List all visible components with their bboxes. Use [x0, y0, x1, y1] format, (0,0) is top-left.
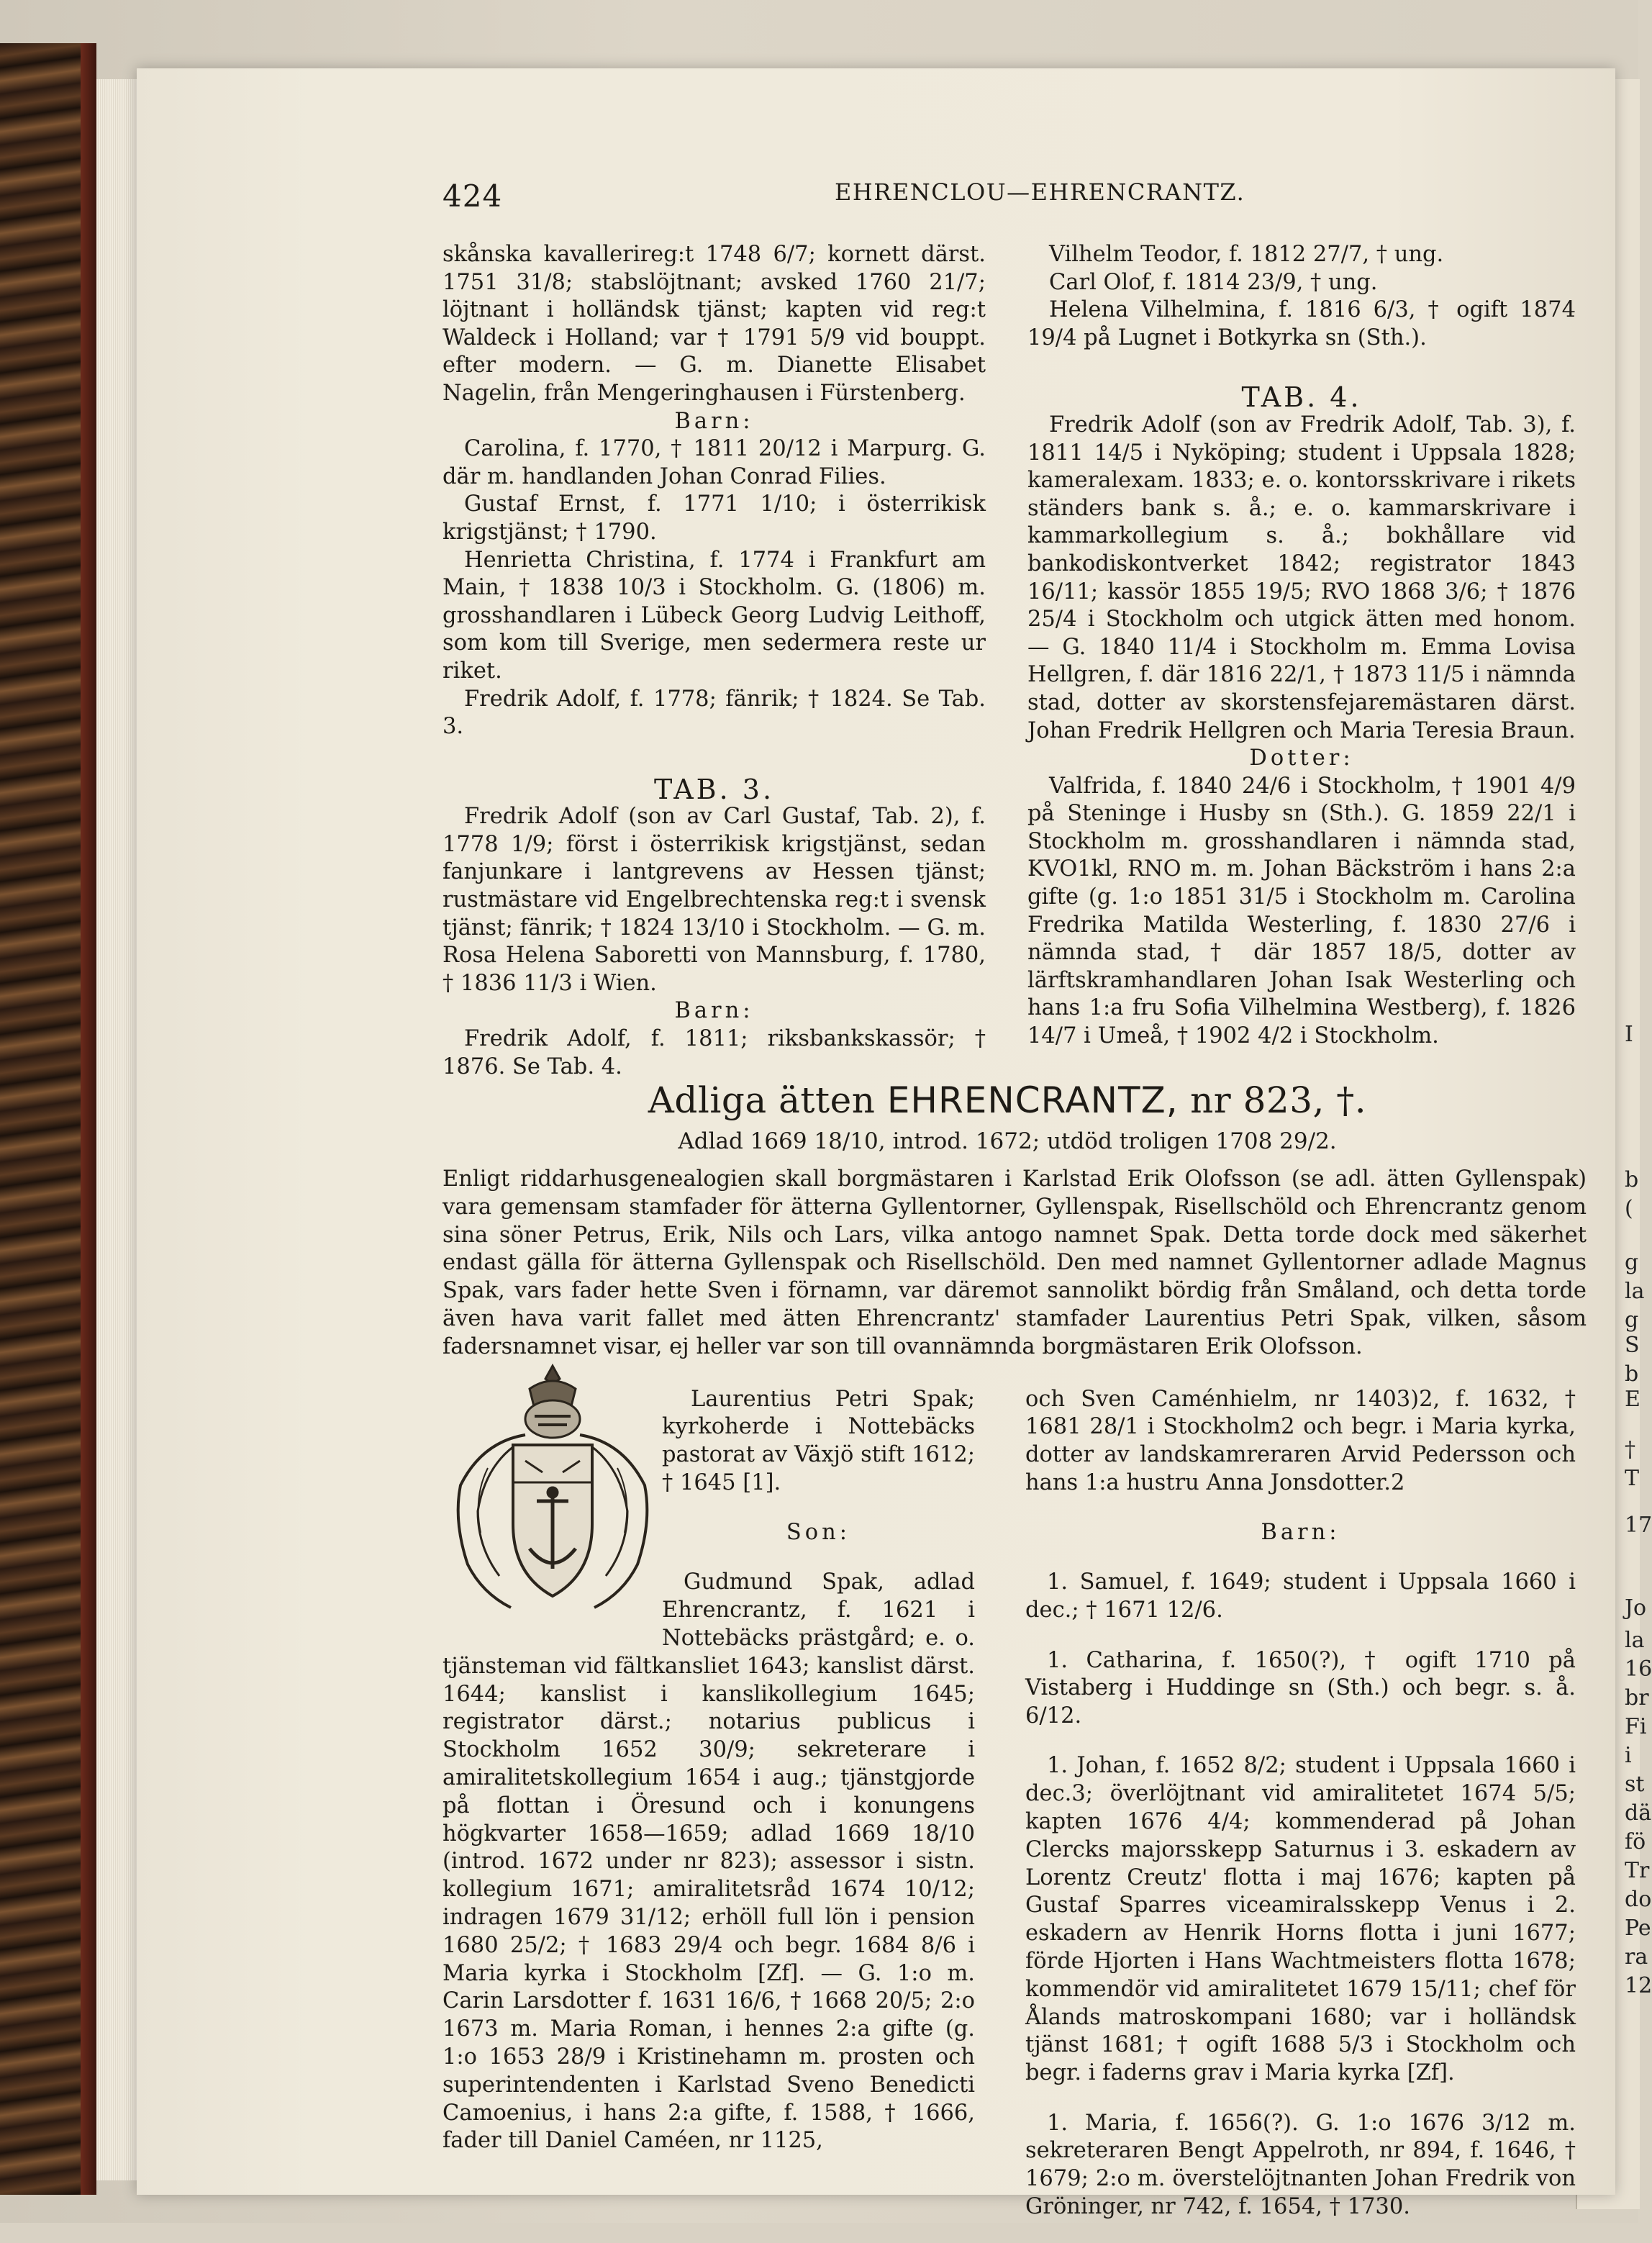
facing-page-fragment: †: [1625, 1437, 1635, 1462]
title-suffix: nr 823, †.: [1190, 1079, 1367, 1121]
child-entry: Vilhelm Teodor, f. 1812 27/7, † ung.: [1049, 242, 1444, 267]
person-entry: Fredrik Adolf (son av Carl Gustaf, Tab. 2), f. 1778 1/9; först i österrikisk krigstjänst, sedan fanjunkare i lantgrevens av Hessen tjänst; rustmästare vid Engelbrechtenska reg:t i svensk tjänst; fänrik; † 1824 13/10 i Stockholm. — G. m. Rosa Helena Saboretti von Mannsburg, f. 1780, † 1836 11/3 i Wien.: [442, 804, 986, 996]
person-entry: Laurentius Petri Spak; kyrkoherde i Nottebäcks pastorat av Växjö stift 1612; † 1645 [1].: [662, 1386, 975, 1495]
child-entry: Fredrik Adolf, f. 1811; riksbankskassör; † 1876. Se Tab. 4.: [442, 1026, 986, 1079]
right-column-top: [1027, 241, 1576, 1051]
child-entry: Helena Vilhelmina, f. 1816 6/3, † ogift 1874 19/4 på Lugnet i Botkyrka sn (Sth.).: [1027, 297, 1576, 350]
family-subtitle: Adlad 1669 18/10, introd. 1672; utdöd troligen 1708 29/2.: [678, 1128, 1337, 1154]
left-column-bottom: [442, 1364, 975, 2178]
child-entry: 1. Samuel, f. 1649; student i Uppsala 1660 i dec.; † 1671 12/6.: [1025, 1569, 1576, 1623]
facing-page-fragment: g: [1625, 1250, 1639, 1275]
left-column-top: [442, 241, 986, 1081]
person-entry: Fredrik Adolf (son av Fredrik Adolf, Tab. 3), f. 1811 14/5 i Nyköping; student i Uppsala 1828; kameralexam. 1833; e. o. kontorsskrivare i rikets ständers bank s. å.; e. o. kammarskrivare i kammarkollegium s. å.; bokhållare vid bankodiskontverket 1842; registrator 1843 16/11; kassör 1855 19/5; RVO 1868 3/6; † 1876 25/4 i Stockholm och utgick ätten med honom. — G. 1840 11/4 i Stockholm m. Emma Lovisa Hellgren, f. där 1816 22/1, † 1873 11/5 i nämnda stad, dotter av skorstensfejaremästaren därst. Johan Fredrik Hellgren och Maria Teresia Braun.: [1027, 412, 1576, 743]
page-edges: [96, 79, 140, 2180]
paragraph: och Sven Caménhielm, nr 1403)2, f. 1632, † 1681 28/1 i Stockholm2 och begr. i Maria kyrka, dotter av landskamreraren Arvid Pedersson och hans 1:a hustru Anna Jonsdotter.2: [1025, 1386, 1576, 1495]
facing-page-fragment: b: [1625, 1361, 1639, 1387]
child-entry: Carolina, f. 1770, † 1811 20/12 i Marpurg. G. där m. handlanden Johan Conrad Filies.: [442, 436, 986, 489]
facing-page-fragment: b: [1625, 1167, 1639, 1192]
family-introduction: Enligt riddarhusgenealogien skall borgmästaren i Karlstad Erik Olofsson (se adl. ätten Gyllenspak) vara gemensam stamfader för ätterna Gyllentorner, Gyllenspak, Risellschöld och Ehrencrantz genom sina söner Petrus, Erik, Nils och Lars, vilka antogo namnet Spak. Detta torde dock med säkerhet endast gälla för ätterna Gyllenspak och Risellschöld. Den med namnet Gyllentorner adlade Magnus Spak, vars fader hette Sven i förnamn, var däremot sannolikt bördig från Småland, och detta torde även hava varit fallet med ätten Ehrencrantz' stamfader Laurentius Petri Spak, vilken, såsom fadersnamnet visar, ej heller var son till ovannämnda borgmästaren Erik Olofsson.: [442, 1166, 1587, 1359]
facing-page-fragment: Jo: [1625, 1595, 1647, 1621]
facing-page-fragment: la: [1625, 1628, 1645, 1653]
marbled-book-binding: [0, 43, 86, 2195]
running-head: EHRENCLOU—EHRENCRANTZ.: [835, 178, 1245, 206]
facing-page-fragment: la: [1625, 1279, 1645, 1304]
paragraph: skånska kavallerireg:t 1748 6/7; kornett därst. 1751 31/8; stabslöjtnant; avsked 1760 21/7; löjtnant i holländsk tjänst; kapten vid reg:t Waldeck i Holland; var † 1791 5/9 vid bouppt. efter modern. — G. m. Dianette Elisabet Nagelin, från Mengeringhausen i Fürstenberg.: [442, 242, 986, 406]
facing-page-fragment: g: [1625, 1308, 1639, 1333]
facing-page-fragment: Fi: [1625, 1714, 1647, 1739]
facing-page-fragment: T: [1625, 1466, 1640, 1491]
facing-page-fragment: dä: [1625, 1800, 1652, 1826]
facing-page-fragment: I: [1625, 1022, 1633, 1047]
facing-page-fragment: E: [1625, 1387, 1640, 1412]
child-entry: 1. Maria, f. 1656(?). G. 1:o 1676 3/12 m. sekreteraren Bengt Appelroth, nr 894, f. 1646, † 1679; 2:o m. överstelöjtnanten Johan Fredrik von Gröninger, nr 742, f. 1654, † 1730.: [1025, 2110, 1576, 2219]
child-entry: Valfrida, f. 1840 24/6 i Stockholm, † 1901 4/9 på Steninge i Husby sn (Sth.). G. 1859 22/1 i Stockholm m. grosshandlaren i nämnda stad, KVO1kl, RNO m. m. Johan Bäckström i hans 2:a gifte (g. 1:o 1851 31/5 i Stockholm m. Carolina Fredrika Matilda Westerling, f. 1830 27/6 i nämnda stad, † där 1857 18/5, dotter av lärftskramhandlaren Johan Isak Westerling och hans 1:a fru Sofia Vilhelmina Westberg), f. 1826 14/7 i Umeå, † 1902 4/2 i Stockholm.: [1027, 773, 1576, 1049]
facing-page-fragment: 12: [1625, 1973, 1652, 1998]
table-heading: TAB. 4.: [1241, 381, 1362, 414]
title-prefix: Adliga ätten: [648, 1079, 876, 1121]
family-name: EHRENCRANTZ,: [886, 1079, 1179, 1121]
right-column-bottom: [1025, 1364, 1576, 2243]
facing-page-fragment: ra: [1625, 1944, 1648, 1970]
section-label: Barn:: [674, 998, 754, 1024]
binding-edge: [81, 43, 96, 2195]
facing-page-fragment: i: [1625, 1743, 1632, 1768]
child-entry: Fredrik Adolf, f. 1778; fänrik; † 1824. Se Tab. 3.: [442, 686, 986, 740]
facing-page-fragment: S: [1625, 1333, 1640, 1358]
table-heading: TAB. 3.: [653, 773, 775, 805]
child-entry: Carl Olof, f. 1814 23/9, † ung.: [1049, 269, 1378, 295]
facing-page-fragment: br: [1625, 1685, 1649, 1710]
facing-page-fragment: 17: [1625, 1513, 1652, 1538]
page-number: 424: [442, 178, 503, 214]
child-entry: Henrietta Christina, f. 1774 i Frankfurt am Main, † 1838 10/3 i Stockholm. G. (1806) m. grosshandlaren i Lübeck Georg Ludvig Leithoff, som kom till Sverige, men sedermera reste ur riket.: [442, 547, 986, 684]
facing-page-fragment: (: [1625, 1196, 1633, 1221]
facing-page-fragment: st: [1625, 1772, 1645, 1797]
facing-page-fragment: Tr: [1625, 1858, 1650, 1883]
facing-page-fragment: fö: [1625, 1829, 1646, 1854]
facing-page-fragment: Pe: [1625, 1916, 1651, 1941]
child-entry: 1. Johan, f. 1652 8/2; student i Uppsala 1660 i dec.3; överlöjtnant vid amiralitetet 1674 5/5; kapten 1676 4/4; kommenderad på Johan Clercks majorsskepp Saturnus i 3. eskadern av Lorentz Creutz' flotta i maj 1676; kapten på Gustaf Sparres viceamiralsskepp Venus i 2. eskadern av Henrik Horns flotta i juni 1677; förde Hjorten i Hans Wachtmeisters flotta 1678; kommendör vid amiralitetet 1679 15/11; chef för Ålands matroskompani 1680; var i holländsk tjänst 1681; † ogift 1688 5/3 i Stockholm och begr. i faderns grav i Maria kyrka [Zf].: [1025, 1753, 1576, 2086]
section-label: Barn:: [1261, 1520, 1340, 1546]
facing-page-fragment: 16: [1625, 1657, 1652, 1682]
family-title: [439, 1079, 1576, 1121]
section-label: Son:: [786, 1520, 851, 1546]
section-label: Barn:: [674, 408, 754, 434]
child-entry: 1. Catharina, f. 1650(?), † ogift 1710 på Vistaberg i Huddinge sn (Sth.) och begr. s. å. 6/12.: [1025, 1647, 1576, 1729]
person-entry: Gudmund Spak, adlad Ehrencrantz, f. 1621 i Nottebäcks prästgård; e. o. tjänsteman vid fältkansliet 1643; kanslist därst. 1644; kanslist i kanslikollegium 1645; registrator därst.; notarius publicus i Stockholm 1652 30/9; sekreterare i amiralitetskollegium 1654 i aug.; tjänstgjorde på flottan i Öresund och i konungens högkvarter 1658—1659; adlad 1669 18/10 (introd. 1672 under nr 823); assessor i sistn. kollegium 1671; amiralitetsråd 1674 10/12; indragen 1679 31/12; erhöll full lön i pension 1680 25/2; † 1683 29/4 och begr. 1684 8/6 i Maria kyrka i Stockholm [Zf]. — G. 1:o m. Carin Larsdotter f. 1631 16/6, † 1668 20/5; 2:o 1673 m. Maria Roman, i hennes 2:a gifte (g. 1:o 1653 28/9 i Kristinehamn m. prosten och superintendenten i Karlstad Sveno Benedicti Camoenius, i hans 2:a gifte, f. 1588, † 1666, fader till Daniel Caméen, nr 1125,: [442, 1569, 975, 2154]
child-entry: Gustaf Ernst, f. 1771 1/10; i österrikisk krigstjänst; † 1790.: [442, 491, 986, 545]
facing-page-fragment: do: [1625, 1887, 1652, 1912]
section-label: Dotter:: [1249, 746, 1354, 771]
